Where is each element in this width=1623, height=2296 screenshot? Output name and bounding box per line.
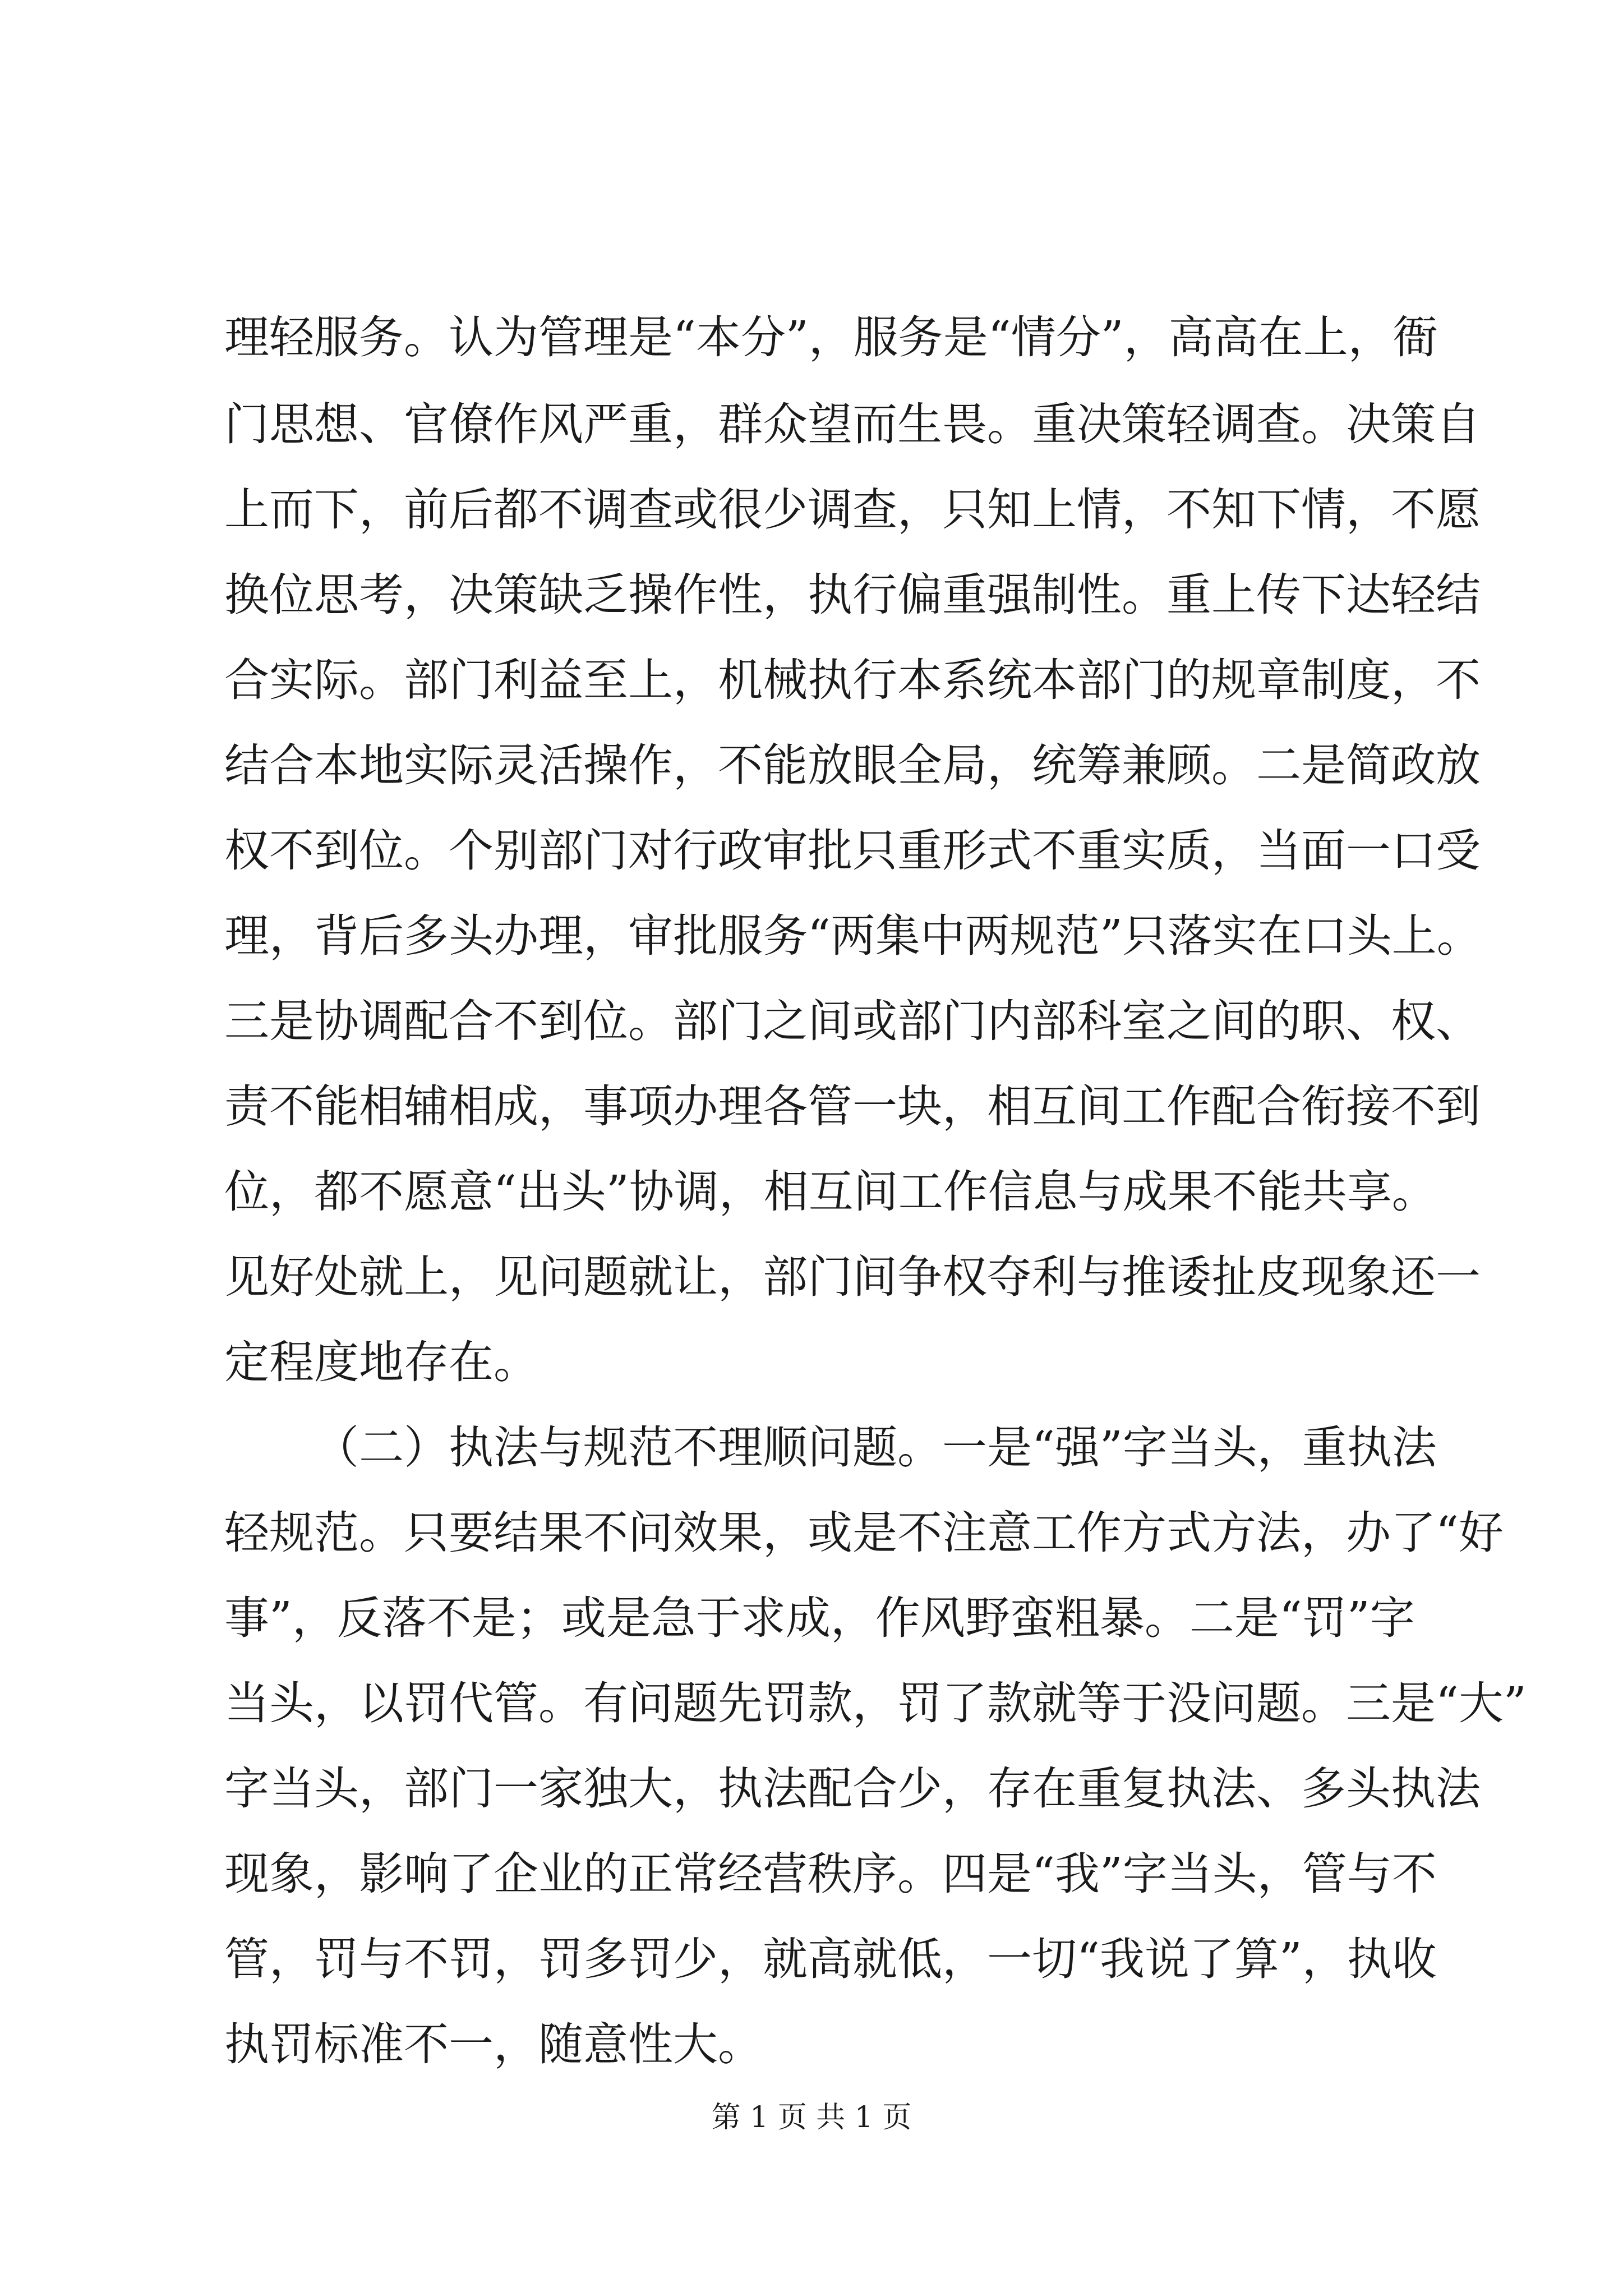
body-text-line: 理轻服务。认为管理是“本分”，服务是“情分”，高高在上，衙 (224, 311, 1438, 364)
body-text-line: 现象，影响了企业的正常经营秩序。四是“我”字当头，管与不 (224, 1848, 1437, 1900)
section-heading-line: （二）执法与规范不理顺问题。一是“强”字当头，重执法 (314, 1421, 1437, 1474)
body-text-line: 上而下，前后都不调查或很少调查，只知上情，不知下情，不愿 (224, 484, 1481, 536)
body-text-line: 结合本地实际灵活操作，不能放眼全局，统筹兼顾。二是简政放 (224, 739, 1481, 792)
body-text-line: 字当头，部门一家独大，执法配合少，存在重复执法、多头执法 (224, 1763, 1481, 1815)
body-text-line: 换位思考，决策缺乏操作性，执行偏重强制性。重上传下达轻结 (224, 569, 1481, 621)
body-text-line: 位，都不愿意“出头”协调，相互间工作信息与成果不能共享。 (224, 1166, 1437, 1218)
body-text-line: 事”，反落不是；或是急于求成，作风野蛮粗暴。二是“罚”字 (224, 1592, 1415, 1644)
body-text-line: 权不到位。个别部门对行政审批只重形式不重实质，当面一口受 (224, 825, 1481, 877)
body-text-line: 责不能相辅相成，事项办理各管一块，相互间工作配合衔接不到 (224, 1080, 1481, 1133)
body-text-line: 轻规范。只要结果不问效果，或是不注意工作方式方法，办了“好 (224, 1507, 1504, 1559)
body-text-line: 三是协调配合不到位。部门之间或部门内部科室之间的职、权、 (224, 995, 1481, 1047)
page-number-footer: 第 1 页 共 1 页 (711, 2101, 912, 2134)
body-text-line: 理，背后多头办理，审批服务“两集中两规范”只落实在口头上。 (224, 910, 1482, 962)
body-text-line: 管，罚与不罚，罚多罚少，就高就低，一切“我说了算”，执收 (224, 1933, 1437, 1985)
body-text-line: 门思想、官僚作风严重，群众望而生畏。重决策轻调查。决策自 (224, 398, 1481, 450)
body-text-line: 合实际。部门利益至上，机械执行本系统本部门的规章制度，不 (224, 654, 1481, 706)
body-text-line: 执罚标准不一，随意性大。 (224, 2018, 763, 2070)
body-text-line: 当头，以罚代管。有问题先罚款，罚了款就等于没问题。三是“大” (224, 1677, 1527, 1729)
body-text-line: 定程度地存在。 (224, 1336, 538, 1388)
body-text-line: 见好处就上，见问题就让，部门间争权夺利与推诿扯皮现象还一 (224, 1251, 1481, 1303)
